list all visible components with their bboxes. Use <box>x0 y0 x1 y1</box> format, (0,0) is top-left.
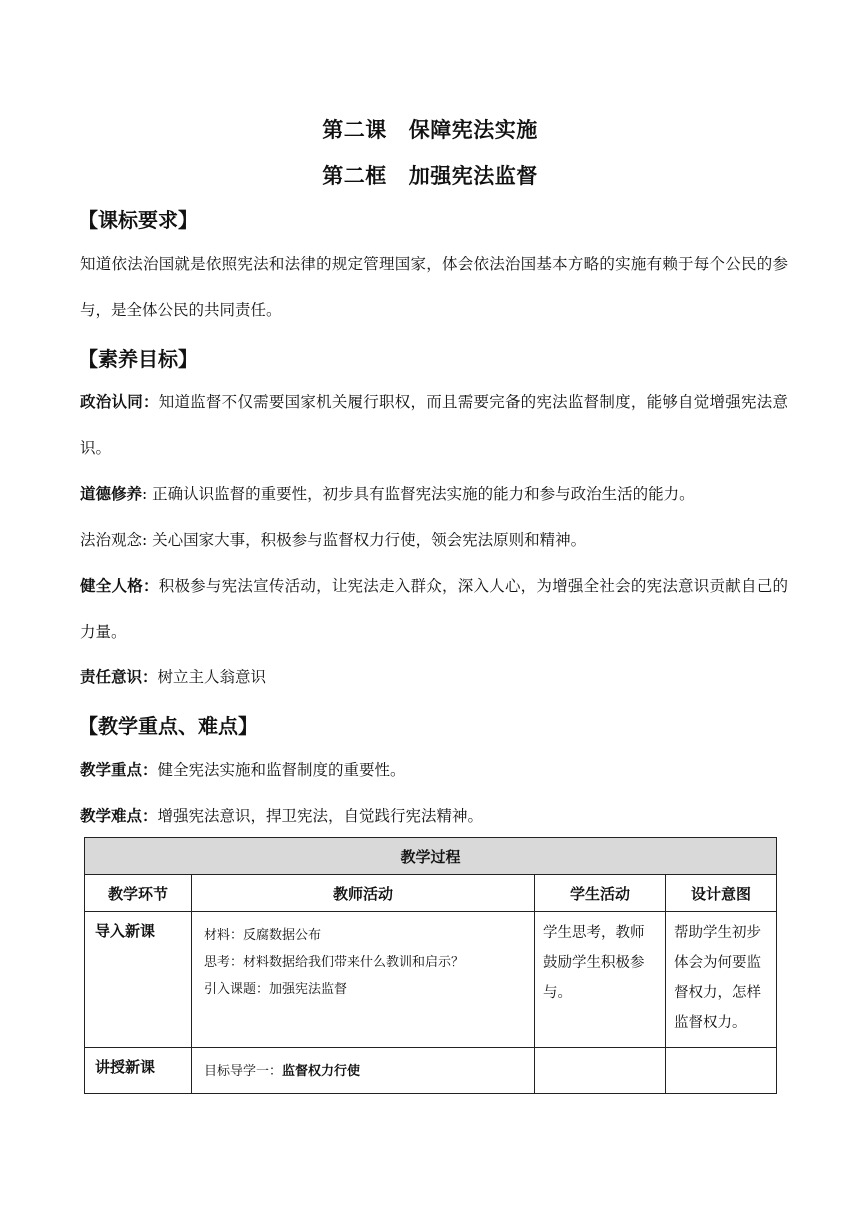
teacher-activity-line: 材料：反腐数据公布 <box>204 928 322 943</box>
stage-cell: 讲授新课 <box>85 1048 192 1094</box>
literacy-text: : 正确认识监督的重要性，初步具有监督宪法实施的能力和参与政治生活的能力。 <box>142 485 695 503</box>
keypoints-heading: 【教学重点、难点】 <box>78 714 258 738</box>
design-intent-cell: 帮助学生初步体会为何要监督权力，怎样监督权力。 <box>666 912 777 1048</box>
literacy-label: 健全人格： <box>80 577 159 595</box>
column-header: 设计意图 <box>666 875 777 912</box>
keypoint-label: 教学重点： <box>80 761 158 779</box>
table-row <box>85 912 777 1048</box>
teacher-activity-line: 思考：材料数据给我们带来什么教训和启示？ <box>204 955 465 970</box>
literacy-text: : 关心国家大事，积极参与监督权力行使，领会宪法原则和精神。 <box>142 531 587 549</box>
frame-name: 加强宪法监督 <box>408 164 538 188</box>
keypoint-text: 健全宪法实施和监督制度的重要性。 <box>157 761 406 779</box>
lesson-title <box>0 114 860 144</box>
student-activity-cell: 学生思考，教师鼓励学生积极参与。 <box>535 912 666 1048</box>
column-header: 教师活动 <box>192 875 535 912</box>
lesson-number: 第二课 <box>322 118 387 142</box>
design-intent-cell <box>666 1048 777 1094</box>
student-activity-cell <box>535 1048 666 1094</box>
frame-title <box>0 160 860 190</box>
stage-cell: 导入新课 <box>85 912 192 1048</box>
keypoint-difficulty <box>80 793 788 839</box>
literacy-text: 树立主人翁意识 <box>157 668 267 686</box>
teaching-process-table <box>84 837 777 1094</box>
literacy-label: 法治观念 <box>80 531 143 549</box>
teacher-activity-cell <box>192 1048 535 1094</box>
column-header: 学生活动 <box>535 875 666 912</box>
literacy-heading: 【素养目标】 <box>78 347 198 371</box>
table-title: 教学过程 <box>85 838 777 875</box>
literacy-item-moral <box>80 471 788 517</box>
keypoint-focus <box>80 747 788 793</box>
teacher-activity-prefix: 目标导学一： <box>204 1064 283 1079</box>
literacy-item-law <box>80 517 788 563</box>
standard-text: 知道依法治国就是依照宪法和法律的规定管理国家，体会依法治国基本方略的实施有赖于每个公民的参与，是全体公民的共同责任。 <box>80 255 788 319</box>
literacy-label: 政治认同： <box>80 393 159 411</box>
teacher-activity-topic: 监督权力行使 <box>282 1064 361 1079</box>
keypoint-label: 教学难点： <box>80 807 158 825</box>
literacy-label: 责任意识： <box>80 668 158 686</box>
table-row <box>85 1048 777 1094</box>
teacher-activity-line: 引入课题：加强宪法监督 <box>204 982 348 997</box>
table-header-row <box>85 875 777 912</box>
keypoint-text: 增强宪法意识，捍卫宪法，自觉践行宪法精神。 <box>157 807 484 825</box>
literacy-item-personality <box>80 563 788 655</box>
literacy-text: 积极参与宪法宣传活动，让宪法走入群众，深入人心，为增强全社会的宪法意识贡献自己的力量。 <box>80 577 788 641</box>
literacy-label: 道德修养 <box>80 485 143 503</box>
standard-heading: 【课标要求】 <box>78 208 198 232</box>
teacher-activity-cell <box>192 912 535 1048</box>
literacy-text: 知道监督不仅需要国家机关履行职权，而且需要完备的宪法监督制度，能够自觉增强宪法意识。 <box>80 393 788 457</box>
lesson-name: 保障宪法实施 <box>408 118 538 142</box>
literacy-item-political <box>80 379 788 471</box>
frame-number: 第二框 <box>322 164 387 188</box>
literacy-item-responsibility <box>80 654 788 700</box>
column-header: 教学环节 <box>85 875 192 912</box>
